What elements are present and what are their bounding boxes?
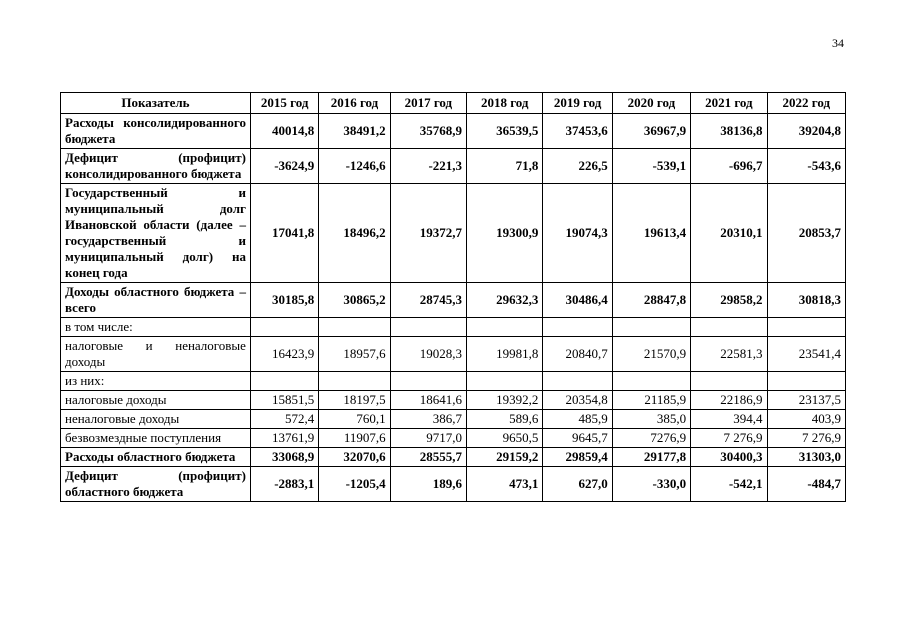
table-cell: 19613,4 (612, 184, 690, 283)
table-cell: 21570,9 (612, 337, 690, 372)
table-cell (691, 318, 767, 337)
table-cell: -221,3 (390, 149, 466, 184)
table-cell: 9650,5 (467, 429, 543, 448)
table-cell (467, 318, 543, 337)
table-cell (390, 318, 466, 337)
table-cell: 30818,3 (767, 283, 845, 318)
table-cell: 7 276,9 (691, 429, 767, 448)
table-cell: 29632,3 (467, 283, 543, 318)
table-cell: 28555,7 (390, 448, 466, 467)
table-cell: 386,7 (390, 410, 466, 429)
table-cell: 394,4 (691, 410, 767, 429)
table-cell: -484,7 (767, 467, 845, 502)
column-header-2021: 2021 год (691, 93, 767, 114)
table-cell: 29159,2 (467, 448, 543, 467)
table-row (61, 372, 846, 391)
table-row (61, 337, 846, 372)
table-cell: 38491,2 (319, 114, 390, 149)
column-header-2018: 2018 год (467, 93, 543, 114)
table-cell: 760,1 (319, 410, 390, 429)
table-row (61, 283, 846, 318)
table-cell: 39204,8 (767, 114, 845, 149)
table-cell: 18957,6 (319, 337, 390, 372)
table-cell (612, 372, 690, 391)
table-cell: 20310,1 (691, 184, 767, 283)
column-header-2015: 2015 год (250, 93, 318, 114)
row-label: в том числе: (61, 318, 251, 337)
table-cell: 9717,0 (390, 429, 466, 448)
table-cell: 23137,5 (767, 391, 845, 410)
table-cell: 7276,9 (612, 429, 690, 448)
table-cell: 485,9 (543, 410, 612, 429)
table-cell: 38136,8 (691, 114, 767, 149)
table-cell: 18641,6 (390, 391, 466, 410)
table-cell: 11907,6 (319, 429, 390, 448)
table-cell: 22581,3 (691, 337, 767, 372)
table-cell: 32070,6 (319, 448, 390, 467)
table-cell: 19392,2 (467, 391, 543, 410)
page-number: 34 (832, 36, 844, 50)
table-cell: 29859,4 (543, 448, 612, 467)
column-header-2019: 2019 год (543, 93, 612, 114)
table-cell: 572,4 (250, 410, 318, 429)
table-cell (767, 372, 845, 391)
table-cell: -539,1 (612, 149, 690, 184)
column-header-indicator: Показатель (61, 93, 251, 114)
row-label: неналоговые доходы (61, 410, 251, 429)
table-cell: 589,6 (467, 410, 543, 429)
table-cell: 30486,4 (543, 283, 612, 318)
row-label: Расходы областного бюджета (61, 448, 251, 467)
table-cell: 19981,8 (467, 337, 543, 372)
row-label: из них: (61, 372, 251, 391)
table-cell: 20354,8 (543, 391, 612, 410)
column-header-2020: 2020 год (612, 93, 690, 114)
table-cell (612, 318, 690, 337)
table-row (61, 391, 846, 410)
table-cell: 473,1 (467, 467, 543, 502)
table-row (61, 429, 846, 448)
table-cell: 33068,9 (250, 448, 318, 467)
table-row (61, 410, 846, 429)
table-cell: -696,7 (691, 149, 767, 184)
table-cell: 30865,2 (319, 283, 390, 318)
table-body (61, 114, 846, 502)
table-cell: 15851,5 (250, 391, 318, 410)
table-cell: 29858,2 (691, 283, 767, 318)
table-cell (250, 372, 318, 391)
table-cell: 71,8 (467, 149, 543, 184)
table-cell (319, 372, 390, 391)
table-row (61, 114, 846, 149)
table-header-row (61, 93, 846, 114)
table-cell: 226,5 (543, 149, 612, 184)
table-cell (543, 318, 612, 337)
table-cell: 22186,9 (691, 391, 767, 410)
table-cell: 28847,8 (612, 283, 690, 318)
table-cell: -2883,1 (250, 467, 318, 502)
column-header-2016: 2016 год (319, 93, 390, 114)
table-cell: 18197,5 (319, 391, 390, 410)
table-cell: 16423,9 (250, 337, 318, 372)
row-label: Расходы консолидированного бюджета (61, 114, 251, 149)
table-cell: 28745,3 (390, 283, 466, 318)
table-row (61, 318, 846, 337)
table-cell: 30185,8 (250, 283, 318, 318)
table-cell (767, 318, 845, 337)
row-label: Доходы областного бюджета – всего (61, 283, 251, 318)
table-cell: 7 276,9 (767, 429, 845, 448)
table-cell: -1246,6 (319, 149, 390, 184)
table-cell: 385,0 (612, 410, 690, 429)
table-cell: 19028,3 (390, 337, 466, 372)
table-cell: 36967,9 (612, 114, 690, 149)
table-cell: -543,6 (767, 149, 845, 184)
row-label: Дефицит (профицит) областного бюджета (61, 467, 251, 502)
table-cell: 627,0 (543, 467, 612, 502)
row-label: налоговые и неналоговые доходы (61, 337, 251, 372)
table-cell: 403,9 (767, 410, 845, 429)
budget-indicators-table (60, 92, 846, 502)
table-cell: 19300,9 (467, 184, 543, 283)
table-cell: 23541,4 (767, 337, 845, 372)
table-row (61, 149, 846, 184)
table-row (61, 467, 846, 502)
table-cell (543, 372, 612, 391)
table-cell: 35768,9 (390, 114, 466, 149)
table-cell (319, 318, 390, 337)
table-cell: 19074,3 (543, 184, 612, 283)
table-cell (390, 372, 466, 391)
table-cell: 20853,7 (767, 184, 845, 283)
table-cell: -542,1 (691, 467, 767, 502)
table-cell: 17041,8 (250, 184, 318, 283)
table-cell: 36539,5 (467, 114, 543, 149)
table-cell: 30400,3 (691, 448, 767, 467)
table-cell: 189,6 (390, 467, 466, 502)
row-label: безвозмездные поступления (61, 429, 251, 448)
table-cell (250, 318, 318, 337)
table-cell: -3624,9 (250, 149, 318, 184)
table-cell: 9645,7 (543, 429, 612, 448)
column-header-2017: 2017 год (390, 93, 466, 114)
table-cell: 31303,0 (767, 448, 845, 467)
table-cell: 13761,9 (250, 429, 318, 448)
table-cell: 40014,8 (250, 114, 318, 149)
row-label: Государственный и муниципальный долг Ивановской области (далее – государственный и муниципальный долг) на конец года (61, 184, 251, 283)
row-label: Дефицит (профицит) консолидированного бюджета (61, 149, 251, 184)
table-row (61, 448, 846, 467)
column-header-2022: 2022 год (767, 93, 845, 114)
table-cell: 21185,9 (612, 391, 690, 410)
table-cell (467, 372, 543, 391)
table-cell: 18496,2 (319, 184, 390, 283)
table-cell: 37453,6 (543, 114, 612, 149)
table-cell: -330,0 (612, 467, 690, 502)
table-cell (691, 372, 767, 391)
table-cell: 19372,7 (390, 184, 466, 283)
table-row (61, 184, 846, 283)
table-cell: 20840,7 (543, 337, 612, 372)
table-cell: 29177,8 (612, 448, 690, 467)
table-cell: -1205,4 (319, 467, 390, 502)
row-label: налоговые доходы (61, 391, 251, 410)
